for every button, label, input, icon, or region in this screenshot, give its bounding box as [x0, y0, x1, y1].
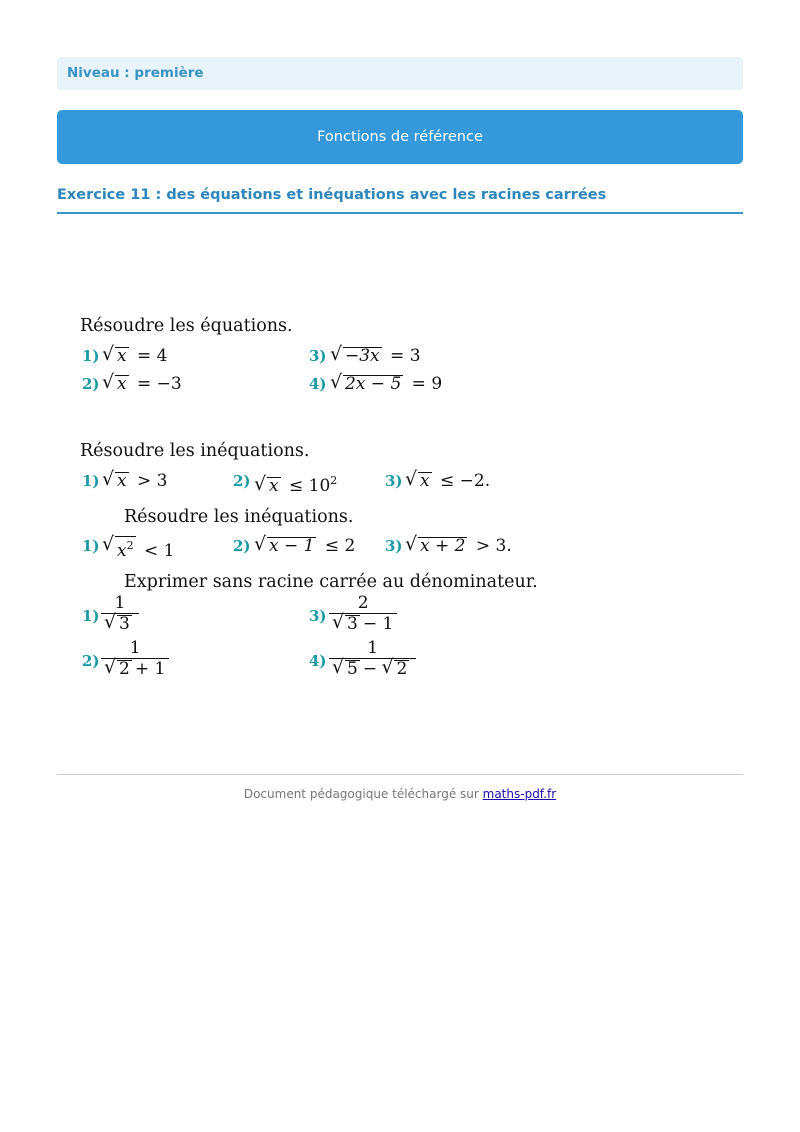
- part1-item1-math: √ x = 4: [103, 346, 167, 366]
- part3-item3-math: √ x + 2 > 3.: [406, 536, 512, 556]
- exercise-title: Exercice 11 : des équations et inéquations avec les racines carrées: [57, 185, 743, 214]
- chapter-banner: Fonctions de référence: [57, 110, 743, 164]
- footer-divider: [57, 774, 743, 775]
- part4-item3-fraction: 2 √ 3 − 1: [329, 593, 397, 634]
- part1-item4-math: √ 2x − 5 = 9: [331, 374, 442, 394]
- part1-item3-label: 3): [309, 347, 327, 365]
- part3-item3-label: 3): [385, 537, 403, 555]
- part3-instruction: Résoudre les inéquations.: [124, 507, 354, 527]
- part3-item1-label: 1): [82, 537, 100, 555]
- part4-item1-label: 1): [82, 607, 100, 625]
- part2-item2-label: 2): [233, 472, 251, 490]
- part2-item3-label: 3): [385, 472, 403, 490]
- part1-item2-label: 2): [82, 375, 100, 393]
- level-label: Niveau : première: [57, 57, 743, 90]
- part1-item1-label: 1): [82, 347, 100, 365]
- part1-item4-label: 4): [309, 375, 327, 393]
- part4-instruction: Exprimer sans racine carrée au dénominateur.: [124, 572, 538, 592]
- part3-item2-label: 2): [233, 537, 251, 555]
- part2-item1-label: 1): [82, 472, 100, 490]
- footer: [57, 787, 743, 801]
- part4-item3-label: 3): [309, 607, 327, 625]
- part4-item1-fraction: 1 √ 3: [101, 593, 139, 634]
- part4-item4-label: 4): [309, 652, 327, 670]
- footer-link[interactable]: maths-pdf.fr: [482, 787, 557, 801]
- part2-item3-math: √ x ≤ −2.: [406, 471, 490, 491]
- part1-item2-math: √ x = −3: [103, 374, 182, 394]
- part3-item2-math: √ x − 1 ≤ 2: [255, 536, 355, 556]
- part4-item2-label: 2): [82, 652, 100, 670]
- part3-item1-math: √ $x^2 < 1$: [103, 536, 174, 561]
- part4-item2-fraction: 1 √ 2 + 1: [101, 638, 169, 679]
- part1-item3-math: √ −3x = 3: [331, 346, 421, 366]
- part4-item4-fraction: 1 √ 5 − √ 2: [329, 638, 416, 679]
- part2-item2-math: √ $x \le 10^2$: [255, 471, 337, 496]
- part2-instruction: Résoudre les inéquations.: [80, 441, 310, 461]
- footer-text: Document pédagogique téléchargé sur: [243, 787, 483, 801]
- part1-instruction: Résoudre les équations.: [80, 316, 293, 336]
- part2-item1-math: √ x > 3: [103, 471, 167, 491]
